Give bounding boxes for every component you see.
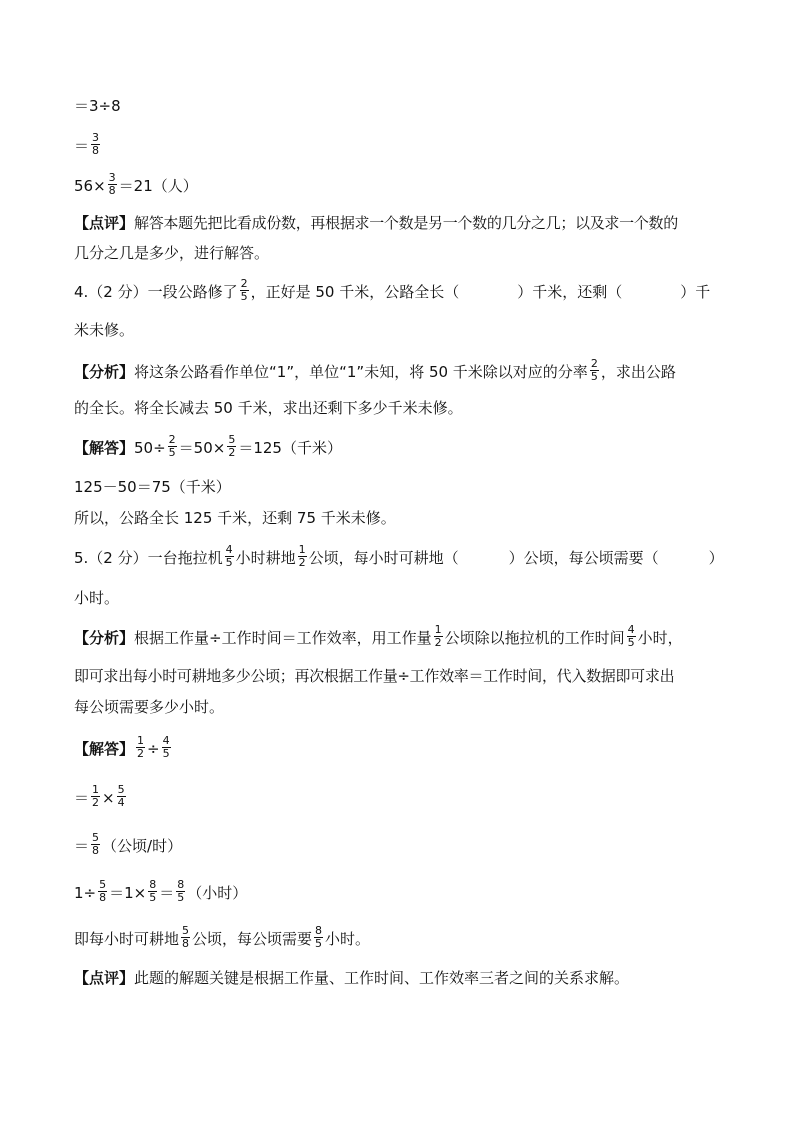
numerator: 4 bbox=[627, 623, 635, 636]
denominator: 2 bbox=[92, 796, 100, 809]
solution-text: （小时） bbox=[187, 884, 248, 902]
times-sign: × bbox=[102, 789, 115, 807]
fraction-5-4 bbox=[117, 784, 126, 809]
equals-sign: ＝ bbox=[74, 137, 90, 155]
numerator: 5 bbox=[117, 783, 125, 796]
calc-text: 56× bbox=[74, 177, 106, 195]
question-text: 小时耕地 bbox=[235, 549, 296, 567]
fraction-2-5 bbox=[240, 278, 249, 303]
question-text: ） bbox=[708, 549, 724, 567]
solution-tag: 【解答】 bbox=[74, 439, 135, 457]
question-text: 5.（2 分）一台拖拉机 bbox=[74, 549, 223, 567]
numerator: 2 bbox=[168, 433, 176, 446]
solution-q4-line3 bbox=[74, 506, 724, 530]
numerator: 8 bbox=[315, 924, 323, 937]
denominator: 8 bbox=[182, 937, 190, 950]
solution-text: ＝125（千米） bbox=[238, 439, 342, 457]
numerator: 8 bbox=[177, 878, 185, 891]
solution-text: 小时。 bbox=[325, 930, 371, 948]
fraction-1-2 bbox=[136, 735, 145, 760]
analysis-text: 每公顷需要多少小时。 bbox=[74, 698, 225, 716]
denominator: 8 bbox=[99, 891, 107, 904]
fraction-8-5 bbox=[176, 879, 185, 904]
numerator: 5 bbox=[99, 878, 107, 891]
solution-q5-line2 bbox=[74, 783, 724, 811]
comment-tag: 【点评】 bbox=[74, 969, 135, 987]
solution-text: ＝1× bbox=[109, 884, 147, 902]
comment-text: 此题的解题关键是根据工作量、工作时间、工作效率三者之间的关系求解。 bbox=[134, 969, 630, 987]
analysis-text: 公顷除以拖拉机的工作时间 bbox=[444, 629, 625, 647]
analysis-text: 根据工作量÷工作时间＝工作效率，用工作量 bbox=[134, 629, 432, 647]
denominator: 5 bbox=[240, 290, 248, 303]
analysis-text: 小时， bbox=[637, 629, 683, 647]
numerator: 1 bbox=[137, 734, 145, 747]
numerator: 3 bbox=[92, 131, 100, 144]
fraction-4-5 bbox=[225, 544, 234, 569]
fraction-3-8 bbox=[108, 172, 117, 197]
equals-sign: ＝ bbox=[74, 837, 90, 855]
denominator: 5 bbox=[168, 446, 176, 459]
analysis-text: 的全长。将全长减去 50 千米，求出还剩下多少千米未修。 bbox=[74, 399, 463, 417]
numerator: 1 bbox=[434, 623, 442, 636]
analysis-q5-cont bbox=[74, 664, 724, 688]
solution-q5-line4 bbox=[74, 878, 724, 906]
analysis-text: ，求出公路 bbox=[600, 363, 676, 381]
calc-text: ＝21（人） bbox=[118, 177, 198, 195]
question-4 bbox=[74, 277, 724, 305]
numerator: 4 bbox=[162, 734, 170, 747]
question-5 bbox=[74, 543, 724, 571]
solution-q5 bbox=[74, 734, 724, 762]
numerator: 5 bbox=[182, 924, 190, 937]
analysis-q5-cont2 bbox=[74, 695, 724, 719]
analysis-tag: 【分析】 bbox=[74, 629, 135, 647]
numerator: 2 bbox=[590, 357, 598, 370]
solution-q5-line3 bbox=[74, 831, 724, 859]
fraction-2-5 bbox=[590, 358, 599, 383]
question-text: 公顷，每小时可耕地（ bbox=[308, 549, 459, 567]
fraction-4-5 bbox=[627, 624, 636, 649]
denominator: 5 bbox=[177, 891, 185, 904]
fraction-8-5 bbox=[314, 925, 323, 950]
analysis-tag: 【分析】 bbox=[74, 363, 135, 381]
solution-tag: 【解答】 bbox=[74, 740, 135, 758]
question-text: ）千 bbox=[680, 283, 711, 301]
calc-line-2 bbox=[74, 131, 724, 159]
denominator: 2 bbox=[228, 446, 236, 459]
unit-text: （公顷/时） bbox=[102, 837, 183, 855]
analysis-q4 bbox=[74, 357, 724, 385]
question-4-cont bbox=[74, 318, 724, 342]
denominator: 4 bbox=[117, 796, 125, 809]
solution-q4-line2 bbox=[74, 475, 724, 499]
fraction-1-2 bbox=[434, 624, 443, 649]
denominator: 5 bbox=[315, 937, 323, 950]
numerator: 4 bbox=[225, 543, 233, 556]
question-text: 4.（2 分）一段公路修了 bbox=[74, 283, 238, 301]
question-text: ）公顷，每公顷需要（ bbox=[508, 549, 659, 567]
denominator: 5 bbox=[149, 891, 157, 904]
denominator: 8 bbox=[108, 184, 116, 197]
calc-line-3 bbox=[74, 171, 724, 199]
denominator: 5 bbox=[162, 747, 170, 760]
solution-q5-line5 bbox=[74, 924, 724, 952]
numerator: 1 bbox=[92, 783, 100, 796]
calc-line-1 bbox=[74, 94, 724, 118]
calc-text: ＝3÷8 bbox=[74, 97, 121, 115]
solution-text: 所以，公路全长 125 千米，还剩 75 千米未修。 bbox=[74, 509, 396, 527]
solution-text: 即每小时可耕地 bbox=[74, 930, 180, 948]
numerator: 1 bbox=[298, 543, 306, 556]
denominator: 2 bbox=[434, 636, 442, 649]
equals-sign: ＝ bbox=[74, 789, 90, 807]
denominator: 8 bbox=[92, 844, 100, 857]
denominator: 5 bbox=[627, 636, 635, 649]
question-text: 小时。 bbox=[74, 589, 120, 607]
solution-q4 bbox=[74, 433, 724, 461]
fraction-5-8 bbox=[181, 925, 190, 950]
question-text: ）千米，还剩（ bbox=[517, 283, 623, 301]
fraction-8-5 bbox=[148, 879, 157, 904]
solution-text: 1÷ bbox=[74, 884, 97, 902]
fraction-1-2 bbox=[298, 544, 307, 569]
question-text: 米未修。 bbox=[74, 321, 135, 339]
comment-q3 bbox=[74, 211, 724, 235]
numerator: 3 bbox=[108, 171, 116, 184]
comment-text: 几分之几是多少，进行解答。 bbox=[74, 244, 270, 262]
fraction-1-2 bbox=[91, 784, 100, 809]
denominator: 2 bbox=[298, 556, 306, 569]
denominator: 5 bbox=[590, 370, 598, 383]
solution-text: ＝ bbox=[159, 884, 175, 902]
divide-sign: ÷ bbox=[147, 740, 160, 758]
comment-q3-cont bbox=[74, 241, 724, 265]
question-5-cont bbox=[74, 586, 724, 610]
denominator: 8 bbox=[92, 144, 100, 157]
comment-q5 bbox=[74, 966, 724, 990]
denominator: 2 bbox=[137, 747, 145, 760]
solution-text: 50÷ bbox=[134, 439, 166, 457]
analysis-text: 即可求出每小时可耕地多少公顷；再次根据工作量÷工作效率＝工作时间，代入数据即可求出 bbox=[74, 667, 675, 685]
solution-text: 公顷，每公顷需要 bbox=[192, 930, 313, 948]
solution-text: ＝50× bbox=[178, 439, 226, 457]
fraction-2-5 bbox=[168, 434, 177, 459]
numerator: 2 bbox=[240, 277, 248, 290]
analysis-q4-cont bbox=[74, 396, 724, 420]
analysis-q5 bbox=[74, 623, 724, 651]
solution-text: 125－50＝75（千米） bbox=[74, 478, 231, 496]
numerator: 8 bbox=[149, 878, 157, 891]
fraction-4-5 bbox=[162, 735, 171, 760]
analysis-text: 将这条公路看作单位“1”，单位“1”未知，将 50 千米除以对应的分率 bbox=[134, 363, 588, 381]
comment-tag: 【点评】 bbox=[74, 214, 135, 232]
fraction-3-8 bbox=[91, 132, 100, 157]
denominator: 5 bbox=[225, 556, 233, 569]
fraction-5-8 bbox=[91, 832, 100, 857]
question-text: ，正好是 50 千米，公路全长（ bbox=[250, 283, 460, 301]
comment-text: 解答本题先把比看成份数，再根据求一个数是另一个数的几分之几；以及求一个数的 bbox=[134, 214, 678, 232]
fraction-5-2 bbox=[227, 434, 236, 459]
numerator: 5 bbox=[228, 433, 236, 446]
fraction-5-8 bbox=[98, 879, 107, 904]
numerator: 5 bbox=[92, 831, 100, 844]
